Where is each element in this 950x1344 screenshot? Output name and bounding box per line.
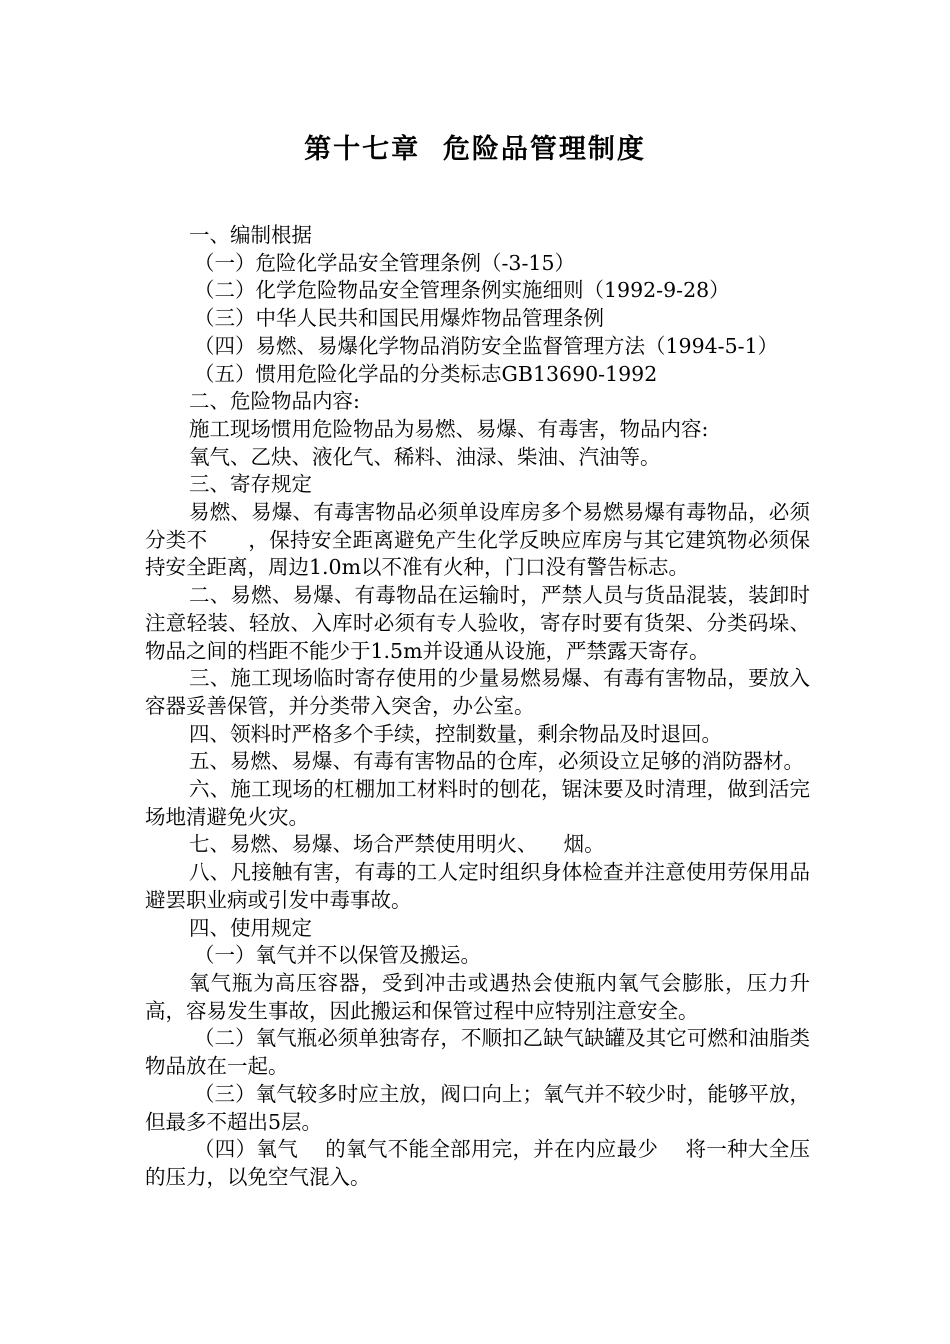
paragraph: 四、使用规定 [189, 915, 312, 940]
page-title: 第十七章 危险品管理制度 [304, 134, 646, 165]
paragraph: 三、施工现场临时寄存使用的少量易燃易爆、有毒有害物品，要放入容器妥善保管，并分类带入突舍，办公室。 [145, 666, 810, 718]
paragraph: （三）氧气较多时应主放，阀口向上；氧气并不较少时，能够平放，但最多不超出5层。 [145, 1081, 810, 1134]
paragraph: 七、易燃、易爆、场合严禁使用明火、 烟。 [189, 832, 605, 857]
document-body [145, 222, 810, 1192]
paragraph: 二、易燃、易爆、有毒物品在运输时，严禁人员与货品混装，装卸时注意轻装、轻放、入库时必须有专人验收，寄存时要有货架、分类码垛、物品之间的档距不能少于1.5m并设通从设施，严禁露天寄存。 [145, 583, 810, 663]
paragraph: 五、易燃、易爆、有毒有害物品的仓库，必须设立足够的消防器材。 [189, 749, 804, 774]
paragraph: （四）易燃、易爆化学物品消防安全监督管理方法（1994-5-1） [194, 333, 779, 358]
paragraph: 六、施工现场的杠棚加工材料时的刨花，锯沫要及时清理，做到活完场地清避免火灾。 [145, 777, 810, 829]
paragraph: （二）氧气瓶必须单独寄存，不顺扣乙缺气缺罐及其它可燃和油脂类物品放在一起。 [145, 1026, 810, 1079]
paragraph: 氧气瓶为高压容器，受到冲击或遇热会使瓶内氧气会膨胀，压力升高，容易发生事故，因此搬运和保管过程中应特别注意安全。 [145, 970, 810, 1023]
paragraph: 三、寄存规定 [189, 472, 312, 497]
paragraph: （三）中华人民共和国民用爆炸物品管理条例 [194, 306, 604, 331]
paragraph: 八、凡接触有害，有毒的工人定时组织身体检查并注意使用劳保用品避罢职业病或引发中毒事故。 [145, 860, 810, 912]
paragraph: 二、危险物品内容: [189, 389, 360, 414]
paragraph: （一）氧气并不以保管及搬运。 [194, 943, 481, 968]
paragraph: 氧气、乙炔、液化气、稀料、油渌、柴油、汽油等。 [189, 444, 661, 469]
paragraph: （二）化学危险物品安全管理条例实施细则（1992-9-28） [194, 278, 730, 303]
paragraph: （四）氧气 的氧气不能全部用完，并在内应最少 将一种大全压的压力，以免空气混入。 [145, 1137, 810, 1189]
paragraph: 一、编制根据 [189, 223, 312, 247]
paragraph: 四、领料时严格多个手续，控制数量，剩余物品及时退回。 [189, 721, 722, 746]
paragraph: （五）惯用危险化学品的分类标志GB13690-1992 [194, 361, 658, 386]
paragraph: 易燃、易爆、有毒害物品必须单设库房多个易燃易爆有毒物品，必须分类不 ，保持安全距离避免产生化学反映应库房与其它建筑物必须保持安全距离，周边1.0m以不准有火种，门口没有警告标志。 [145, 500, 810, 580]
paragraph: （一）危险化学品安全管理条例（-3-15） [194, 250, 575, 275]
paragraph: 施工现场惯用危险物品为易燃、易爆、有毒害，物品内容: [189, 416, 709, 441]
